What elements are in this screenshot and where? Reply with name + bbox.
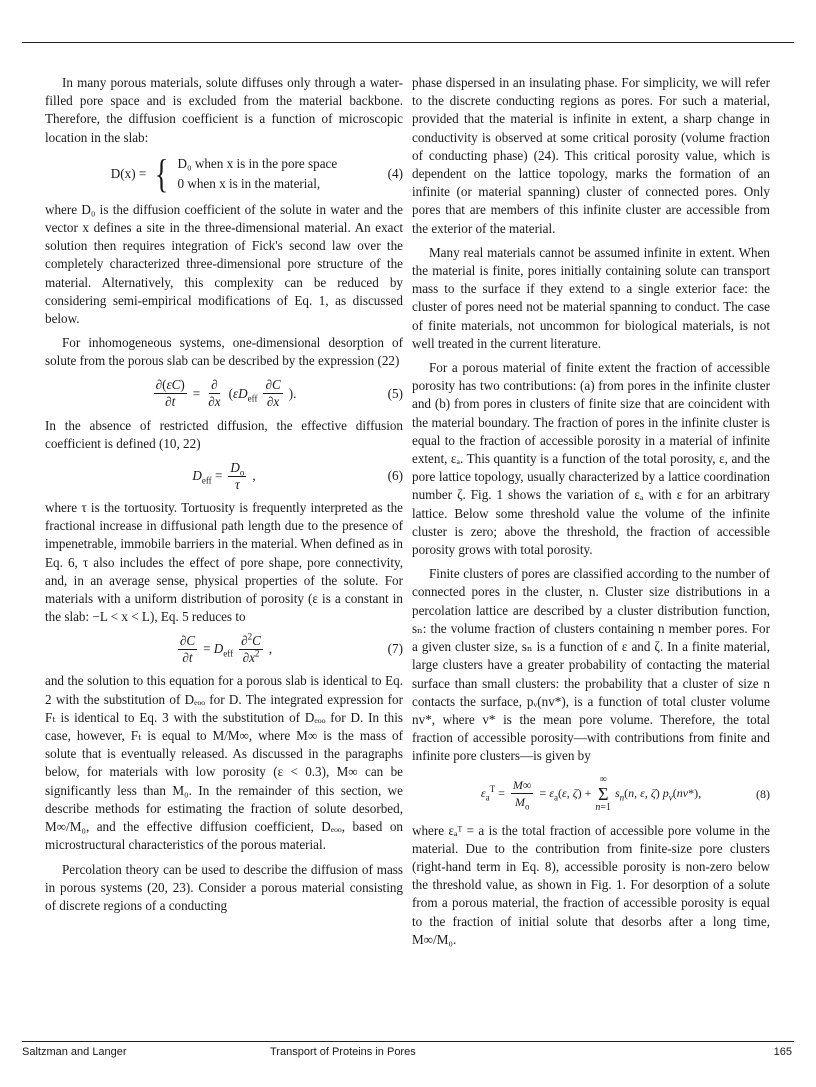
page-number: 165 xyxy=(773,1046,792,1058)
paragraph: In many porous materials, solute diffuses only through a water-filled pore space and is excluded from the material backbone. Therefore, the diffusion coefficient is a function of microscopic location in the slab: xyxy=(45,75,403,145)
paragraph: For inhomogeneous systems, one-dimensional desorption of solute from the porous slab can be described by the expression (22) xyxy=(45,335,403,369)
equation-4-lhs: D(x) = xyxy=(110,165,147,181)
top-rule xyxy=(22,42,794,43)
paragraph: In the absence of restricted diffusion, the effective diffusion coefficient is defined (10, 22) xyxy=(45,417,403,451)
equation-number: (6) xyxy=(387,467,403,483)
equation-8: $\varepsilon_a^T$ = $\frac{M\infty}{M_o}$ = $\varepsilon_a(\varepsilon$, ζ) + ∞ Σ n=1 $s_n(n$, ε, ζ) $p_v(nv*)$, (8) xyxy=(480,773,770,813)
equation-7: $\frac{\partial C}{\partial t}$ = $D_{eff}$ $\frac{\partial^2C}{\partial x^2}$ , (7) xyxy=(179,631,403,665)
equation-number: (8) xyxy=(756,786,770,801)
paragraph: Percolation theory can be used to describe the diffusion of mass in porous systems (20, 23). Consider a porous material consisting of discrete regions of a conducting xyxy=(45,861,403,913)
paragraph: where τ is the tortuosity. Tortuosity is frequently interpreted as the fractional increase in diffusional path length due to the presence of impenetrable, immobile barriers in the material. When defined as in Eq. 6, τ also includes the effect of pore shape, pore connectivity, and, in an average sense, physical properties of the solute. For materials with a uniform distribution of porosity (ε is a constant in the slab: −L < x < L), Eq. 5 reduces to xyxy=(45,500,403,625)
brace-symbol: { xyxy=(155,150,169,196)
footer-running-title: Transport of Proteins in Pores xyxy=(270,1046,416,1058)
paragraph: For a porous material of finite extent the fraction of accessible porosity has two contributions: (a) from pores in the infinite cluster and (b) from pores in clusters of finite size that are coincident with the material boundary. The fraction of pores in the infinite cluster is equal to the fraction of accessible porosity in a material of infinite extent, εₐ. This quantity is a function of the total porosity, ε, and the pore lattice topology, usually characterized by a lattice coordination number ζ. Fig. 1 shows the variation of εₐ with ε for an arbitrary lattice. Below some threshold value the volume of the infinite cluster is zero; above the threshold, the fraction of accessible porosity grows with total porosity. xyxy=(412,360,770,558)
left-column xyxy=(45,74,403,915)
paragraph: Finite clusters of pores are classified according to the number of connected pores in the cluster, n. Cluster size distributions in a percolation lattice are described by a cluster distribution function, sₙ: the volume fraction of clusters containing n member pores. For a given cluster size, sₙ is a function of ε and ζ. In a finite material, large clusters have a greater probability of contacting the material surface than small clusters: the probability that a cluster of size n contacts the surface, pᵥ(nv*), is a function of total cluster volume nv*, where v* is the mean pore volume. Therefore, the total fraction of accessible porosity—with contributions from finite and infinite pore clusters—is given by xyxy=(412,566,770,764)
equation-number: (7) xyxy=(387,641,403,657)
paragraph: where εₐᵀ = a is the total fraction of accessible pore volume in the material. Due to the contribution from finite-size pore clusters (right-hand term in Eq. 8), accessible porosity is non-zero below the threshold value, as shown in Fig. 1. For desorption of a solute from a porous material, the fraction of accessible porosity is equal to the fraction of initial solute that desorbs after a long time, M∞/M₀. xyxy=(412,822,770,947)
equation-6: $D_{eff}$ = $\frac{D_o}{\tau}$ , (6) xyxy=(192,459,403,492)
equation-4 xyxy=(45,147,403,201)
bottom-rule xyxy=(22,1041,794,1042)
equation-number: (5) xyxy=(387,385,403,401)
paragraph: phase dispersed in an insulating phase. For simplicity, we will refer to the discrete conducting regions as pores. For such a material, provided that the material is infinite in extent, a sharp change in conductivity is observed at some critical porosity (volume fraction of conducting phase) (24). This critical porosity value, which is dependent on the lattice topology, marks the formation of an infinite (or material spanning) cluster of connected pores. Only pores that are members of this infinite cluster are accessible from the exterior of the material. xyxy=(412,75,770,236)
paragraph: where D₀ is the diffusion coefficient of the solute in water and the vector x defines a site in the three-dimensional material. An exact solution then requires integration of Fick's second law over the completely characterized three-dimensional pore structure of the material. Alternatively, this complexity can be reduced by considering semi-empirical modifications of Eq. 1, as discussed below. xyxy=(45,201,403,327)
paragraph: Many real materials cannot be assumed infinite in extent. When the material is finite, pores initially containing solute can transport mass to the surface if they extend to a single exterior face: the cluster of pores need not be material spanning to conduct. The case of finite materials, not uncommon for biological materials, is not well treated in the current literature. xyxy=(412,244,770,351)
equation-4-case-2: 0 when x is in the material, xyxy=(177,175,321,191)
footer-authors: Saltzman and Langer xyxy=(22,1046,127,1058)
equation-5: $\frac{\partial(\varepsilon C)}{\partial t}$ = $\frac{\partial}{\partial x}$ ($\varepsilon D_{eff}$ $\frac{\partial C}{\partial x}$ ). (5) xyxy=(155,377,403,410)
equation-4-case-1: D₀ when x is in the pore space xyxy=(177,155,338,171)
equation-number: (4) xyxy=(387,165,403,181)
paragraph: and the solution to this equation for a porous slab is identical to Eq. 2 with the substitution of Dₑₒₒ for D. The integrated expression for Fₜ is identical to Eq. 3 with the substitution of Dₑₒₒ for D. In this case, however, Fₜ is equal to M/M∞, where M∞ is the mass of solute that is eventually released. As discussed in the paragraphs below, for materials with low porosity (ε < 0.3), M∞ can be significantly less than M₀. In the remainder of this section, we describe methods for estimating the fraction of solute desorbed, M∞/M₀, and the effective diffusion coefficient, Dₑₒₒ, based on microstructural characteristics of the porous material. xyxy=(45,673,403,853)
right-column xyxy=(412,74,770,949)
